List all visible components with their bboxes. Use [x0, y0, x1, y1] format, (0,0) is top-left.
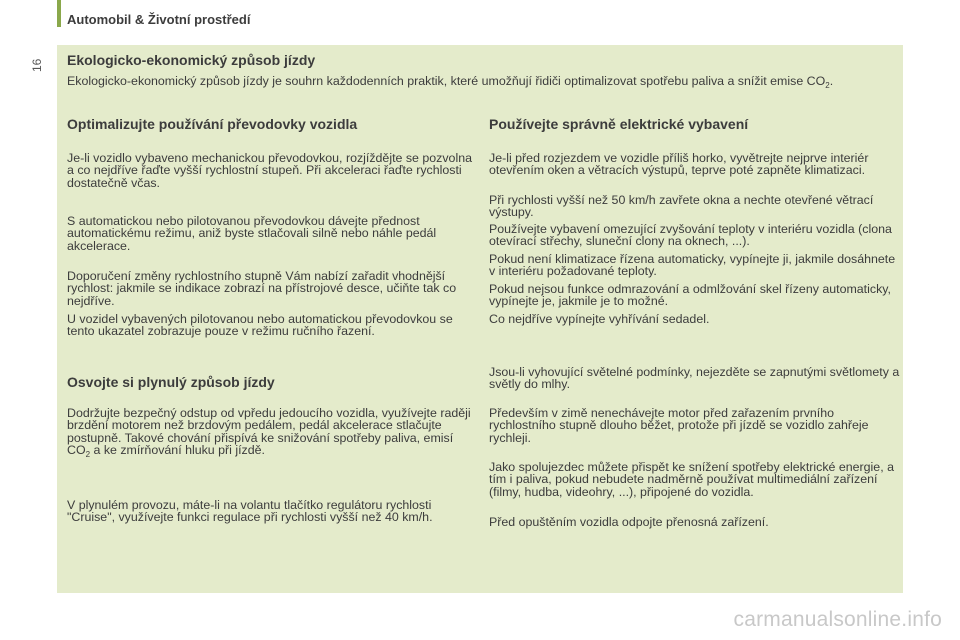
electric-paragraph-8: Především v zimě nenechávejte motor před zařazením prvního rychlostního stupně dlouho běžet, protože při jízdě se vozidlo zahřeje rychleji. [489, 406, 869, 445]
electric-paragraph-7: Jsou-li vyhovující světelné podmínky, nejezděte se zapnutými světlomety a světly do mlhy. [489, 365, 900, 392]
intro-heading: Ekologicko-ekonomický způsob jízdy [67, 52, 316, 68]
intro-text: Ekologicko-ekonomický způsob jízdy je souhrn každodenních praktik, které umožňují řidiči optimalizovat spotřebu paliva a snížit emise $CO_2$. [67, 74, 834, 90]
gearbox-heading: Optimalizujte používání převodovky vozidla [67, 116, 358, 132]
electric-heading: Používejte správně elektrické vybavení [489, 116, 749, 132]
section-title: Automobil & Životní prostředí [67, 12, 251, 27]
gearbox-paragraph-3: Doporučení změny rychlostního stupně Vám nabízí zařadit vhodnější rychlost: jakmile se indikace zobrazí na přístrojové desce, učiňte tak co nejdříve. [67, 269, 457, 308]
page-number: 16 [30, 58, 44, 72]
electric-paragraph-1: Je-li před rozjezdem ve vozidle příliš horko, vyvětrejte nejprve interiér otevřením oken a větracích výstupů, teprve poté zapněte klimatizaci. [489, 151, 869, 178]
gearbox-paragraph-2: S automatickou nebo pilotovanou převodovkou dávejte přednost automatickému režimu, aniž byste stlačovali silně nebo náhle pedál akcelerace. [67, 214, 437, 253]
electric-paragraph-9: Jako spolujezdec můžete přispět ke snížení spotřeby elektrické energie, a tím i paliva, pokud nebudete nadměrně používat multimediální zařízení (filmy, hudba, videohry, ...), připojené do vozidla. [489, 460, 894, 499]
smooth-driving-paragraph-1: Dodržujte bezpečný odstup od vpředu jedoucího vozidla, využívejte raději brzdění motorem než brzdovým pedálem, pedál akcelerace stlačujte postupně. Takové chování přispívá ke snižování spotřeby paliva, emisí $CO_2$ a ke zmírňování hluku při jízdě. [67, 406, 471, 460]
gearbox-paragraph-4: U vozidel vybavených pilotovanou nebo automatickou převodovkou se tento ukazatel zobrazuje pouze v režimu ručního řazení. [67, 312, 453, 339]
section-marker-bar [57, 0, 61, 27]
electric-paragraph-2: Při rychlosti vyšší než 50 km/h zavřete okna a nechte otevřené větrací výstupy. [489, 193, 874, 220]
gearbox-paragraph-1: Je-li vozidlo vybaveno mechanickou převodovkou, rozjíždějte se pozvolna a co nejdříve řaďte vyšší rychlostní stupeň. Při akceleraci řaďte rychlosti dostatečně včas. [67, 151, 472, 190]
smooth-driving-heading: Osvojte si plynulý způsob jízdy [67, 374, 275, 390]
smooth-driving-paragraph-2: V plynulém provozu, máte-li na volantu tlačítko regulátoru rychlosti "Cruise", využívejte funkci regulace při rychlosti vyšší než 40 km/h. [67, 498, 433, 525]
electric-paragraph-10: Před opuštěním vozidla odpojte přenosná zařízení. [489, 515, 769, 529]
electric-paragraph-4: Pokud není klimatizace řízena automaticky, vypínejte ji, jakmile dosáhnete v interiéru požadované teploty. [489, 252, 896, 279]
watermark: carmanualsonline.info [733, 608, 942, 631]
electric-paragraph-6: Co nejdříve vypínejte vyhřívání sedadel. [489, 312, 710, 326]
electric-paragraph-3: Používejte vybavení omezující zvyšování teploty v interiéru vozidla (clona otevírací střechy, sluneční clony na oknech, ...). [489, 222, 892, 249]
electric-paragraph-5: Pokud nejsou funkce odmrazování a odmlžování skel řízeny automaticky, vypínejte je, jakmile je to možné. [489, 282, 891, 309]
